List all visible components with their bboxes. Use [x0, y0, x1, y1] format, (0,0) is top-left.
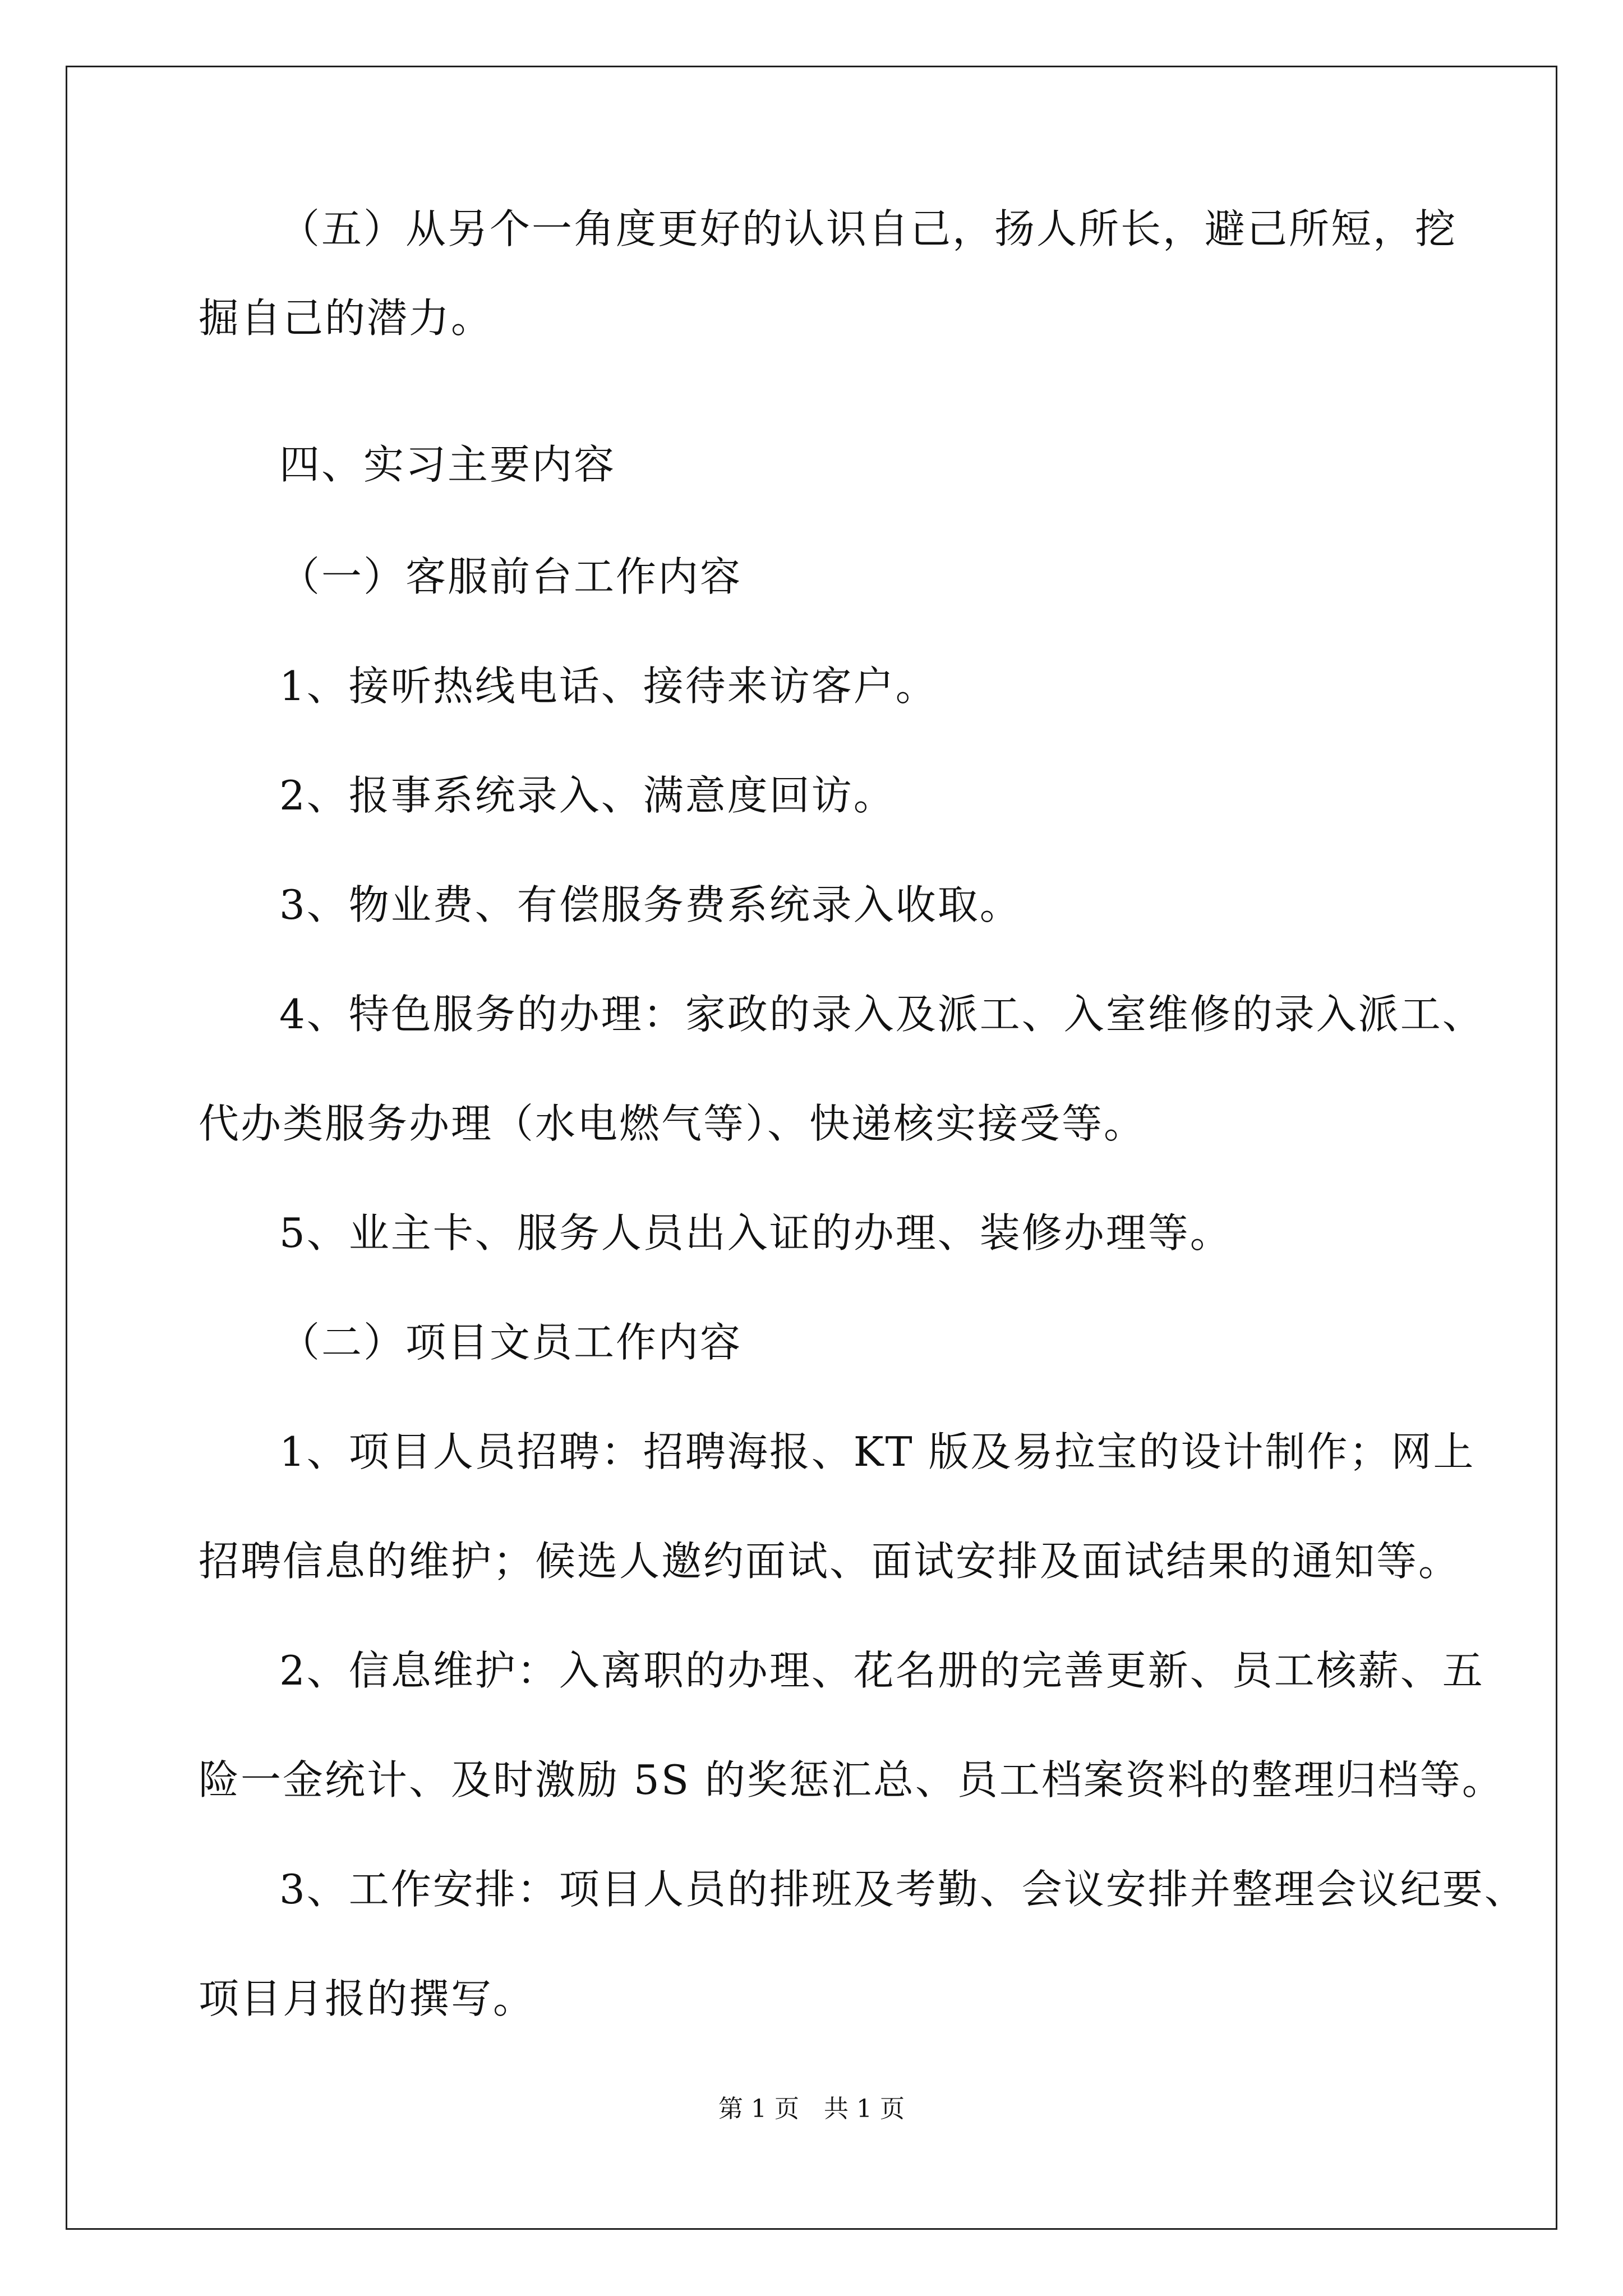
list-item-continued: 招聘信息的维护；候选人邀约面试、面试安排及面试结果的通知等。 — [199, 1538, 1461, 1585]
paragraph-line: 掘自己的潜力。 — [199, 295, 494, 342]
section-heading: 四、实习主要内容 — [279, 441, 616, 488]
list-item-continued: 代办类服务办理（水电燃气等）、快递核实接受等。 — [199, 1100, 1146, 1147]
list-item: 1、接听热线电话、接待来访客户。 — [279, 662, 938, 710]
subsection-heading: （一）客服前台工作内容 — [279, 553, 743, 600]
list-item: 4、特色服务的办理：家政的录入及派工、入室维修的录入派工、 — [279, 991, 1484, 1038]
list-item: 2、报事系统录入、满意度回访。 — [279, 772, 896, 819]
paragraph-line: （五）从另个一角度更好的认识自己，扬人所长，避己所短，挖 — [279, 205, 1458, 252]
list-item: 3、物业费、有偿服务费系统录入收取。 — [279, 881, 1022, 928]
list-item: 2、信息维护：入离职的办理、花名册的完善更新、员工核薪、五 — [279, 1647, 1484, 1694]
list-item: 5、业主卡、服务人员出入证的办理、装修办理等。 — [279, 1209, 1232, 1257]
list-item: 3、工作安排：项目人员的排班及考勤、会议安排并整理会议纪要、 — [279, 1866, 1527, 1913]
subsection-heading: （二）项目文员工作内容 — [279, 1319, 743, 1366]
list-item-continued: 险一金统计、及时激励 5S 的奖惩汇总、员工档案资料的整理归档等。 — [199, 1756, 1504, 1803]
page-number: 第 1 页 共 1 页 — [718, 2095, 905, 2123]
list-item-continued: 项目月报的撰写。 — [199, 1975, 536, 2022]
list-item: 1、项目人员招聘：招聘海报、KT 版及易拉宝的设计制作；网上 — [279, 1428, 1476, 1475]
